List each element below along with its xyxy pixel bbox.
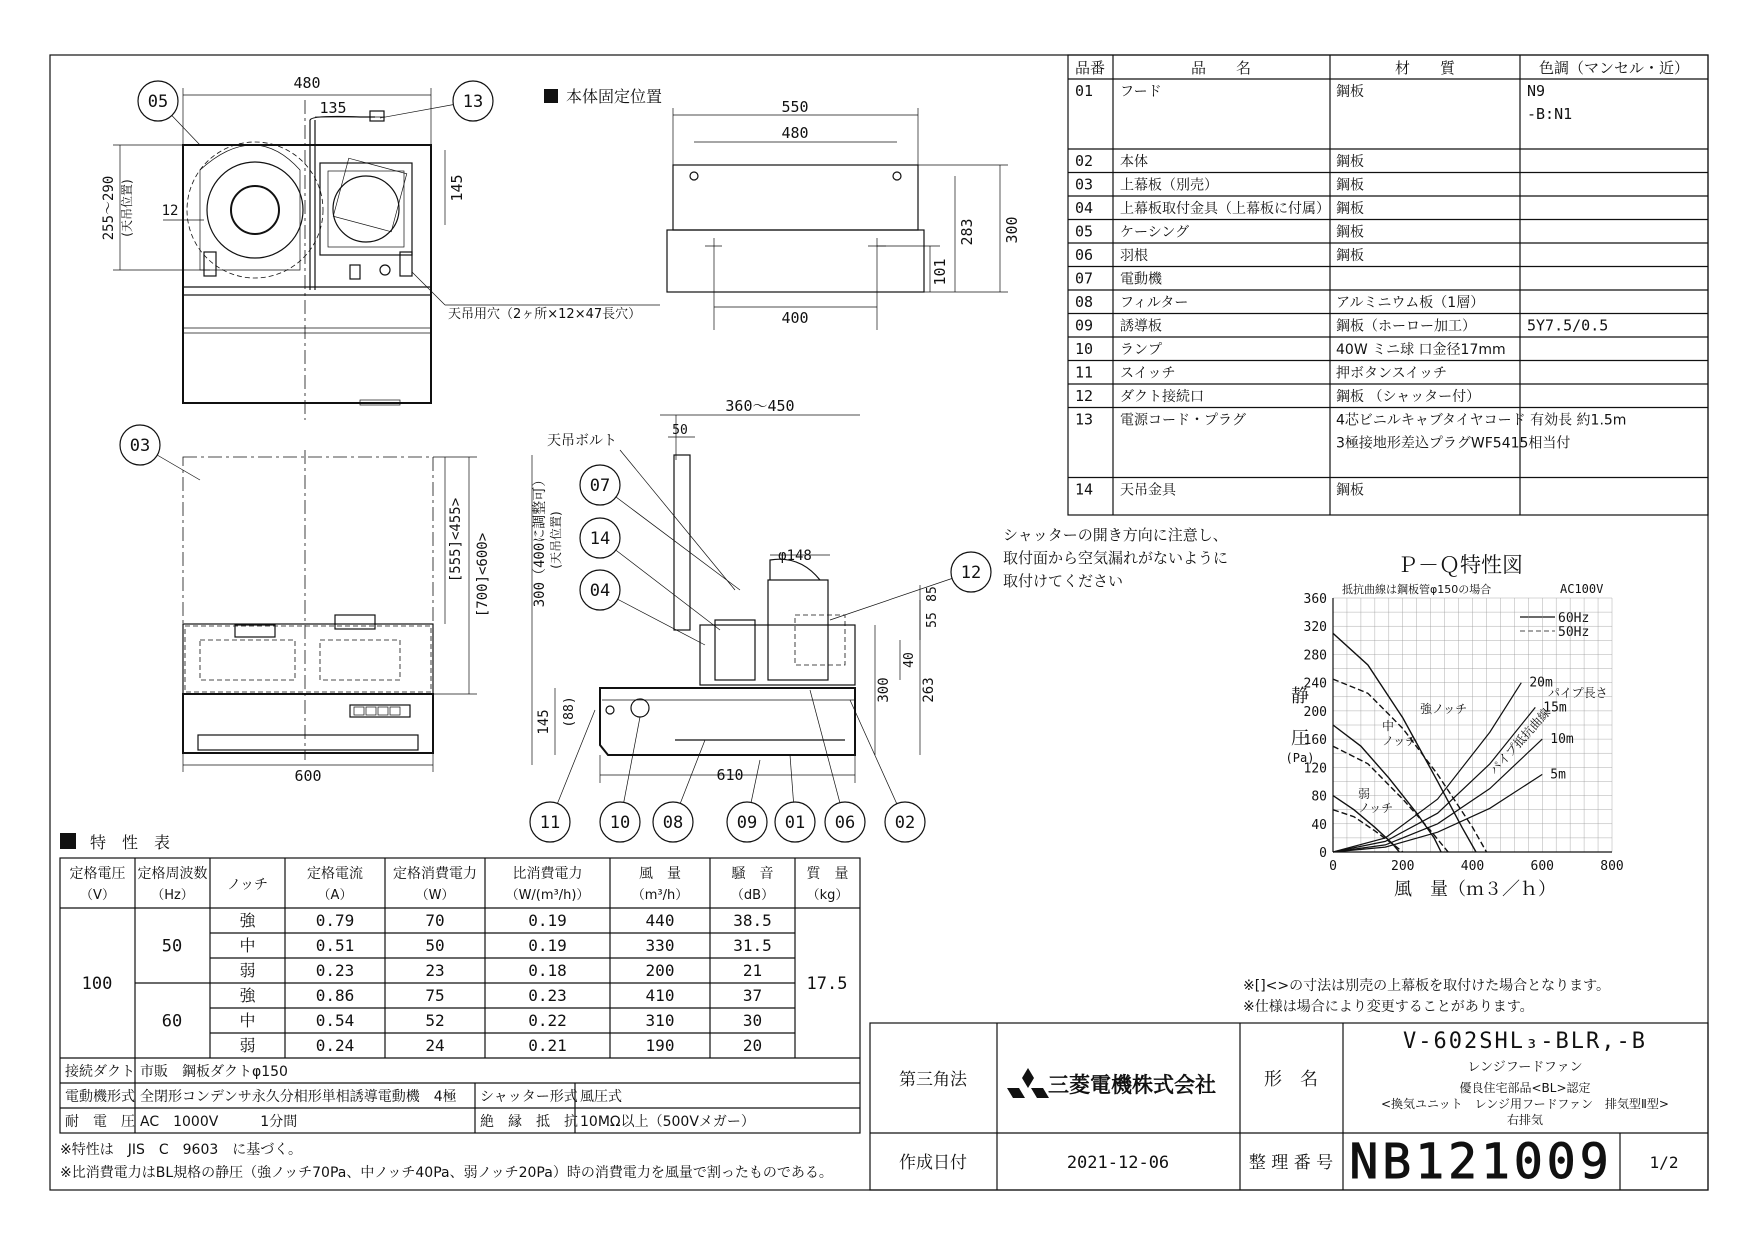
spec-cell: 190: [645, 1036, 675, 1055]
spec-cell: 20: [742, 1036, 763, 1055]
spec-cell: 38.5: [733, 911, 772, 930]
spec-header: ノッチ: [226, 877, 269, 893]
parts-no: 11: [1075, 363, 1094, 382]
hanging-bolt-label: 天吊ボルト: [547, 433, 617, 449]
pipe-length-label: 10m: [1550, 732, 1574, 748]
spec-cell: 0.19: [528, 911, 567, 930]
x-tick-label: 200: [1391, 859, 1415, 874]
pipe-length-label: 15m: [1543, 700, 1567, 716]
spec-cell: 0.79: [315, 911, 355, 930]
parts-name: 本体: [1120, 154, 1148, 170]
parts-header-color: 色調（マンセル・近）: [1538, 59, 1690, 77]
dim-12: 12: [161, 203, 179, 219]
parts-no: 01: [1075, 82, 1094, 100]
callout-05: [138, 81, 200, 145]
parts-header-no: 品番: [1074, 59, 1106, 77]
note-2: ※仕様は場合により変更することがあります。: [1243, 999, 1534, 1015]
spec-cell: 弱: [239, 1036, 256, 1055]
parts-name: フード: [1120, 84, 1162, 100]
spec-header: 騒 音: [731, 866, 774, 882]
dim-263: 263: [921, 677, 937, 703]
parts-name: 電源コード・プラグ: [1120, 412, 1246, 429]
parts-material: 鋼板: [1336, 482, 1364, 499]
parts-row: [1075, 199, 1364, 217]
x-tick-label: 800: [1600, 859, 1624, 874]
fix-position-marker: [544, 89, 558, 103]
spec-cell: 70: [425, 911, 445, 930]
parts-row: [1075, 223, 1364, 241]
spec-header: 比消費電力: [512, 866, 583, 882]
parts-no: 04: [1075, 199, 1094, 217]
chart-ylabel-2: 圧: [1291, 728, 1309, 749]
x-tick-label: 400: [1460, 859, 1485, 874]
chart-note: 抵抗曲線は鋼板管φ150の場合: [1342, 583, 1492, 596]
parts-no: 13: [1075, 410, 1094, 429]
spec-cell: 75: [425, 986, 445, 1005]
spec-cell: 330: [645, 936, 675, 955]
spec-cell: 0.21: [528, 1036, 567, 1055]
callout-01: [775, 755, 815, 842]
spec-cell: 中: [239, 936, 256, 955]
page-number: 1/2: [1649, 1153, 1679, 1172]
y-tick-label: 240: [1303, 676, 1327, 692]
dim-85: 85: [925, 586, 940, 602]
spec-header-unit: （A）: [317, 888, 353, 903]
parts-row: [1075, 481, 1364, 499]
parts-row: [1075, 246, 1364, 264]
dim-255-290: 255～290: [101, 175, 117, 241]
dim-600: 600: [294, 767, 322, 785]
y-tick-label: 320: [1303, 620, 1327, 636]
spec-extra-cell: 耐 電 圧: [65, 1114, 135, 1130]
spec-hz: 60: [161, 1011, 183, 1032]
spec-cell: 23: [425, 961, 445, 980]
spec-header: 定格電流: [307, 866, 363, 882]
y-tick-label: 80: [1311, 789, 1327, 805]
chart-yunit: (Pa): [1285, 751, 1315, 765]
model-label: 形 名: [1264, 1069, 1318, 1090]
parts-material: 鋼板 （シャッター付）: [1336, 389, 1481, 405]
parts-material: 鋼板: [1336, 224, 1364, 241]
callout-label: 07: [589, 476, 611, 496]
parts-no: 06: [1075, 246, 1094, 264]
spec-header-unit: （W）: [415, 888, 455, 903]
callout-04: [580, 570, 705, 645]
parts-row: [1075, 82, 1572, 123]
parts-row: [1075, 293, 1484, 311]
callouts: [120, 81, 991, 842]
pipe-length-label: 20m: [1529, 675, 1553, 691]
parts-no: 12: [1075, 387, 1094, 405]
spec-extra-cell: 10MΩ以上（500Vメガー）: [580, 1114, 755, 1130]
fix-position-label: 本体固定位置: [566, 87, 663, 106]
dim-555-455: [555]<455>: [448, 497, 464, 583]
pipe-length-label: 5m: [1550, 767, 1566, 783]
spec-cell: 52: [425, 1011, 445, 1030]
shutter-note-3: 取付けてください: [1003, 572, 1124, 590]
y-tick-label: 360: [1303, 592, 1327, 607]
callout-label: 03: [129, 436, 151, 456]
sheet-border: [50, 55, 1708, 1190]
parts-material: 鋼板: [1336, 201, 1364, 217]
dim-101: 101: [931, 258, 949, 286]
pq-chart: [1286, 553, 1624, 900]
dim-135: 135: [319, 99, 347, 117]
spec-note-1: ※特性は JIS C 9603 に基づく。: [60, 1142, 302, 1158]
y-tick-label: 0: [1319, 846, 1327, 861]
parts-row: [1075, 411, 1626, 452]
dim-400: 400: [781, 309, 809, 327]
dim-300: 300: [1003, 216, 1021, 244]
label-weak-notch-2: ノッチ: [1358, 801, 1394, 815]
spec-header: 風 量: [639, 866, 681, 882]
label-mid-notch-1: 中: [1382, 719, 1395, 733]
spec-cell: 0.18: [528, 961, 567, 980]
parts-no: 02: [1075, 152, 1094, 170]
mitsubishi-logo: [1007, 1068, 1049, 1098]
spec-header-unit: （dB）: [730, 888, 775, 903]
parts-no: 07: [1075, 269, 1094, 288]
spec-header: 定格消費電力: [393, 866, 477, 882]
spec-cell: 0.24: [315, 1036, 355, 1055]
title-block: [870, 1023, 1708, 1190]
parts-row: [1075, 364, 1447, 382]
spec-extra-cell: 市販 鋼板ダクトφ150: [140, 1064, 288, 1080]
spec-cell: 0.23: [315, 961, 355, 980]
legend-50hz: 50Hz: [1558, 625, 1590, 640]
parts-row: [1075, 340, 1506, 358]
parts-material: 鋼板: [1336, 84, 1364, 100]
spec-extra-cell: 全閉形コンデンサ永久分相形単相誘導電動機 4極: [140, 1089, 457, 1105]
spec-hz: 50: [161, 936, 183, 957]
parts-color: N9: [1527, 82, 1546, 100]
parts-color: 5Y7.5/0.5: [1527, 316, 1609, 335]
spec-cell: 440: [645, 911, 675, 930]
dim-283: 283: [958, 218, 976, 246]
dim-40: 40: [902, 652, 917, 668]
parts-material: 鋼板: [1336, 177, 1364, 194]
y-tick-label: 200: [1303, 704, 1327, 720]
projection-label: 第三角法: [899, 1070, 967, 1090]
chart-ylabel-1: 静: [1291, 686, 1309, 707]
spec-cell: 50: [425, 936, 445, 955]
dim-55: 55: [925, 612, 940, 628]
parts-name: 誘導板: [1120, 318, 1162, 335]
spec-cell: 0.86: [315, 986, 355, 1005]
label-weak-notch-1: 弱: [1358, 787, 1371, 801]
parts-no: 10: [1075, 340, 1094, 358]
drawing-number: NB121009: [1349, 1134, 1613, 1190]
dim-145: 145: [448, 174, 466, 202]
dim-300b: 300: [876, 677, 892, 703]
hanging-hole-label: 天吊用穴（2ヶ所×12×47長穴）: [448, 307, 642, 322]
spec-cell: 強: [239, 986, 256, 1005]
spec-cell: 強: [239, 911, 256, 930]
spec-cell: 0.54: [315, 1011, 355, 1030]
fix-view: [667, 98, 1021, 330]
spec-cell: 0.19: [528, 936, 567, 955]
parts-material: 鋼板: [1336, 248, 1364, 264]
top-view: [101, 74, 663, 420]
parts-row: [1075, 317, 1608, 335]
spec-header-unit: （Hz）: [151, 888, 194, 903]
date-label: 作成日付: [899, 1153, 967, 1173]
parts-material: 押ボタンスイッチ: [1336, 365, 1448, 382]
spec-cell: 31.5: [733, 936, 772, 955]
model-number: V-602SHL₃-BLR,-B: [1403, 1029, 1647, 1054]
callout-label: 12: [960, 563, 982, 583]
spec-cell: 200: [645, 961, 675, 980]
desc-3: 右排気: [1506, 1113, 1544, 1127]
parts-row: [1075, 152, 1364, 170]
spec-mass: 17.5: [806, 974, 848, 994]
parts-no: 09: [1075, 316, 1094, 335]
date-value: 2021-12-06: [1066, 1153, 1170, 1173]
number-label: 整 理 番 号: [1248, 1153, 1334, 1173]
dim-tenzuri-1: (天吊位置): [120, 179, 134, 237]
spec-cell: 310: [645, 1011, 675, 1030]
y-tick-label: 160: [1303, 733, 1327, 749]
parts-name: 電動機: [1120, 271, 1162, 288]
callout-label: 01: [784, 813, 806, 833]
y-tick-label: 40: [1311, 817, 1327, 833]
front-view: [183, 450, 491, 785]
spec-header: 定格周波数: [137, 866, 208, 882]
callout-label: 04: [589, 581, 611, 601]
callout-12: [830, 552, 991, 620]
spec-header-unit: （V）: [80, 888, 115, 903]
callout-label: 14: [589, 529, 611, 549]
legend-60hz: 60Hz: [1558, 611, 1590, 626]
parts-row: [1075, 176, 1364, 194]
company-name: 三菱電機株式会社: [1048, 1073, 1216, 1097]
parts-no: 08: [1075, 293, 1094, 311]
pipe-curve-15m: [1333, 707, 1535, 852]
dim-50: 50: [672, 423, 688, 438]
parts-material: 鋼板（ホーロー加工）: [1336, 318, 1476, 335]
parts-row: [1075, 387, 1480, 405]
x-tick-label: 600: [1530, 859, 1554, 874]
spec-note-2: ※比消費電力はBL規格の静圧（強ノッチ70Pa、中ノッチ40Pa、弱ノッチ20Pa）時の消費電力を風量で割ったものである。: [60, 1165, 833, 1181]
spec-cell: 弱: [239, 961, 256, 980]
shutter-note-1: シャッターの開き方向に注意し、: [1003, 526, 1228, 544]
spec-cell: 24: [425, 1036, 445, 1055]
spec-voltage: 100: [81, 974, 113, 994]
parts-material: 4芯ビニルキャブタイヤコード 有効長 約1.5m: [1336, 412, 1627, 429]
dim-145b: 145: [536, 709, 552, 735]
callout-13: [380, 81, 493, 121]
dim-148: φ148: [778, 548, 812, 564]
spec-header: 定格電圧: [69, 866, 126, 882]
spec-cell: 中: [239, 1011, 256, 1030]
dim-700-600: [700]<600>: [475, 532, 491, 618]
parts-header-name: 品 名: [1190, 59, 1252, 77]
spec-extra-cell: 電動機形式: [65, 1089, 135, 1105]
parts-header-material: 材 質: [1394, 59, 1456, 77]
callout-label: 09: [736, 813, 758, 833]
label-pipe-length: パイプ長さ: [1548, 686, 1608, 700]
parts-material-2: 3極接地形差込プラグWF5415相当付: [1336, 435, 1571, 452]
spec-extra-cell: AC 1000V 1分間: [140, 1114, 298, 1130]
callout-label: 13: [462, 92, 484, 112]
dim-550: 550: [781, 98, 809, 116]
label-mid-notch-2: ノッチ: [1382, 734, 1418, 748]
callout-10: [600, 717, 640, 842]
spec-cell: 0.22: [528, 1011, 567, 1030]
parts-row: [1075, 270, 1163, 288]
spec-header-unit: （m³/h）: [631, 888, 689, 903]
parts-no: 14: [1075, 480, 1094, 499]
label-pipe-curve: パイプ抵抗曲線: [1486, 705, 1554, 778]
callout-label: 11: [539, 813, 561, 833]
spec-cell: 410: [645, 986, 675, 1005]
parts-name: 上幕板取付金具（上幕板に付属）: [1120, 201, 1330, 217]
spec-extra-cell: シャッター形式: [480, 1089, 578, 1105]
parts-no: 05: [1075, 222, 1094, 241]
dim-300-400: 300（400に調整可）: [532, 472, 548, 608]
dim-480b: 480: [781, 124, 809, 142]
dim-88: (88): [562, 696, 577, 728]
spec-extra-cell: 風圧式: [580, 1089, 622, 1105]
product-name: レンジフードファン: [1467, 1060, 1583, 1075]
dim-480: 480: [293, 74, 321, 92]
dim-360-450: 360～450: [725, 397, 795, 415]
chart-title: Ｐ－Ｑ特性図: [1397, 553, 1523, 577]
spec-cell: 37: [742, 986, 763, 1005]
chart-power: AC100V: [1560, 582, 1604, 596]
spec-header-unit: （kg）: [806, 888, 849, 903]
callout-06: [810, 690, 865, 842]
spec-cell: 30: [742, 1011, 763, 1030]
spec-header: 質 量: [806, 866, 849, 882]
parts-color-2: -B:N1: [1527, 105, 1573, 123]
parts-name: 上幕板（別売）: [1120, 177, 1218, 194]
parts-name: 天吊金具: [1120, 482, 1176, 499]
callout-03: [120, 425, 200, 480]
y-tick-label: 280: [1303, 648, 1327, 664]
label-strong-notch: 強ノッチ: [1420, 702, 1468, 716]
parts-name: 羽根: [1120, 248, 1148, 264]
parts-no: 03: [1075, 175, 1094, 194]
spec-header-unit: （W/(m³/h)）: [505, 888, 590, 903]
parts-material: 40W ミニ球 口金径17mm: [1336, 342, 1506, 358]
dim-tenzuri-2: (天吊位置): [549, 511, 563, 569]
shutter-note-2: 取付面から空気漏れがないように: [1003, 549, 1229, 567]
dim-610: 610: [716, 766, 744, 784]
chart-xlabel: 風 量（ｍ３／ｈ）: [1394, 879, 1556, 900]
callout-label: 06: [834, 813, 856, 833]
parts-material: 鋼板: [1336, 154, 1364, 170]
parts-name: ダクト接続口: [1120, 389, 1204, 405]
spec-extra-cell: 接続ダクト: [65, 1064, 135, 1080]
callout-label: 10: [609, 813, 631, 833]
note-1: ※[]<>の寸法は別売の上幕板を取付けた場合となります。: [1243, 978, 1610, 994]
desc-1: 優良住宅部品<BL>認定: [1459, 1081, 1591, 1095]
spec-table-title: 特 性 表: [90, 833, 171, 852]
parts-table: [1068, 55, 1708, 515]
parts-name: ケーシング: [1120, 224, 1190, 241]
x-tick-label: 0: [1329, 859, 1337, 874]
parts-name: フィルター: [1120, 295, 1189, 311]
desc-2: <換気ユニット レンジ用フードファン 排気型Ⅱ型>: [1381, 1097, 1669, 1111]
spec-extra-cell: 絶 縁 抵 抗: [480, 1114, 578, 1130]
parts-material: アルミニウム板（1層）: [1336, 295, 1485, 311]
parts-name: ランプ: [1120, 342, 1162, 358]
spec-cell: 0.23: [528, 986, 567, 1005]
spec-cell: 0.51: [315, 936, 355, 955]
callout-label: 05: [147, 92, 169, 112]
callout-label: 08: [662, 813, 684, 833]
spec-table: [60, 833, 860, 1181]
parts-name: スイッチ: [1120, 365, 1176, 382]
spec-cell: 21: [742, 961, 763, 980]
callout-label: 02: [894, 813, 916, 833]
y-tick-label: 120: [1303, 761, 1327, 777]
